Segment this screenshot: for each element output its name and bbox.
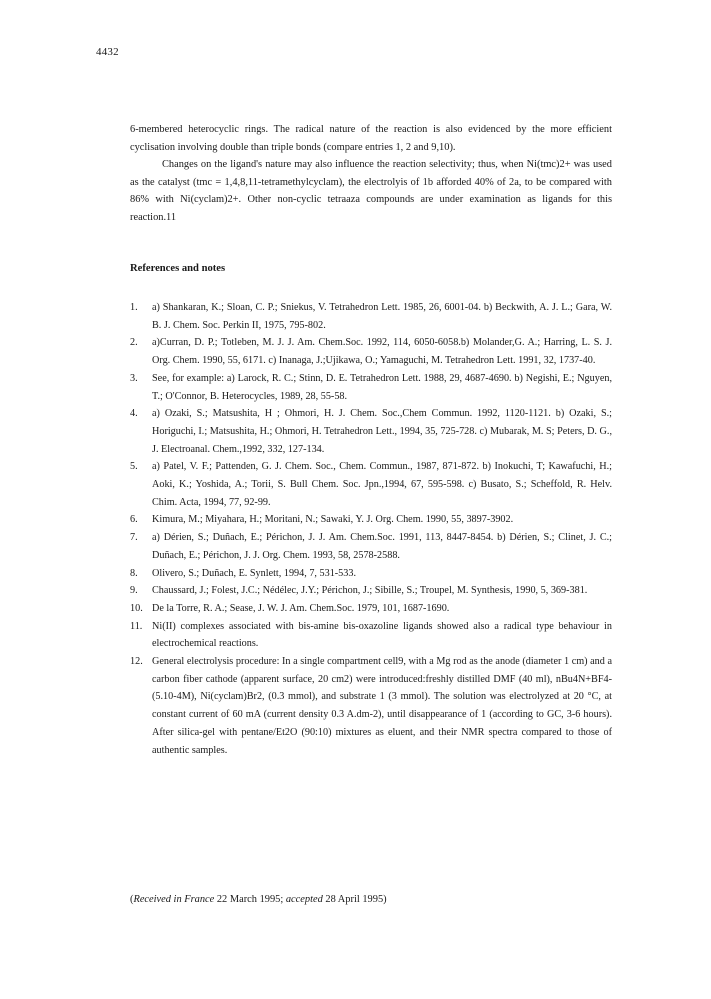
reference-number: 4. (130, 408, 138, 420)
reference-number: 11. (130, 620, 143, 632)
reference-text: a) Patel, V. F.; Pattenden, G. J. Chem. Soc., Chem. Commun., 1987, 871-872. b) Inokuchi, T; Kawafuchi, H.; Aoki, K.; Yoshida, A.; Torii, S. Bull Chem. Soc. Jpn.,1994, 67, 595-598. c) Busato, S.; Scheffold, R. Helv. Chim. Acta, 1994, 77, 92-99. (152, 461, 612, 508)
received-label: Received in France (133, 894, 215, 905)
reference-text: General electrolysis procedure: In a single compartment cell9, with a Mg rod as the anode (diameter 1 cm) and a carbon fiber cathode (apparent surface, 20 cm2) were introduced:freshly distilled DMF (40 ml), nBu4N+BF4- (5.10-4M), Ni(cyclam)Br2, (0.3 mmol), and substrate 1 (3 mmol). The solution was electrolyzed at 20 °C, at constant current of 60 mA (current density 0.3 A.dm-2), until disappearance of 1 (according to GC, 3-6 hours). After silica-gel with pentane/Et2O (90:10) mixtures as eluent, and their NMR spectra compared to those of authentic samples. (152, 656, 612, 756)
reference-text: See, for example: a) Larock, R. C.; Stinn, D. E. Tetrahedron Lett. 1988, 29, 4687-4690. b) Negishi, E.; Nguyen, T.; O'Connor, B. Heterocycles, 1989, 28, 55-58. (152, 372, 612, 402)
reference-number: 7. (130, 532, 138, 544)
reference-text: Ni(II) complexes associated with bis-amine bis-oxazoline ligands showed also a radical type behaviour in electrochemical reactions. (152, 620, 612, 650)
reference-number: 10. (130, 602, 143, 614)
paragraph-ligand-selectivity: Changes on the ligand's nature may also influence the reaction selectivity; thus, when Ni(tmc)2+ was used as the catalyst (tmc = 1,4,8,11-tetramethylcyclam), the electrolyis of 1b afforded 40% of 2a, to be compared with 86% with Ni(cyclam)2+. Other non-cyclic tetraaza compounds are under examination as ligands for this reaction.11 (130, 159, 612, 223)
reference-item (130, 458, 612, 511)
reference-text: a)Curran, D. P.; Totleben, M. J. J. Am. Chem.Soc. 1992, 114, 6050-6058.b) Molander,G. A.; Harring, L. S. J. Org. Chem. 1990, 55, 6171. c) Inanaga, J.;Ujikawa, O.; Yamaguchi, M. Tetrahedron Lett. 1991, 32, 1737-40. (152, 337, 612, 367)
reference-item (130, 565, 612, 583)
accepted-year: 1995) (362, 894, 387, 905)
reference-text: Kimura, M.; Miyahara, H.; Moritani, N.; Sawaki, Y. J. Org. Chem. 1990, 55, 3897-3902. (152, 514, 514, 526)
reference-item (130, 582, 612, 600)
reference-item (130, 299, 612, 334)
reference-item (130, 405, 612, 458)
reference-item (130, 370, 612, 405)
reference-text: a) Ozaki, S.; Matsushita, H ; Ohmori, H. J. Chem. Soc.,Chem Commun. 1992, 1120-1121. b) Ozaki, S.; Horiguchi, I.; Matsushita, H.; Ohmori, H. Tetrahedron Lett., 1994, 35, 725-728. c) Mubarak, M. S; Peters, D. G., J. Electroanal. Chem.,1992, 332, 127-134. (152, 408, 612, 455)
accepted-label: accepted (285, 894, 323, 905)
paragraph-continuation: 6-membered heterocyclic rings. The radical nature of the reaction is also evidenced by the more efficient cyclisation involving double than triple bonds (compare entries 1, 2 and 9,10). (130, 124, 612, 153)
references-heading: References and notes (130, 263, 226, 274)
received-line (130, 894, 387, 905)
reference-item (130, 653, 612, 759)
accepted-date: 28 April (325, 894, 360, 905)
reference-text: Olivero, S.; Duñach, E. Synlett, 1994, 7, 531-533. (152, 567, 357, 579)
reference-text: Chaussard, J.; Folest, J.C.; Nédélec, J.Y.; Périchon, J.; Sibille, S.; Troupel, M. Synthesis, 1990, 5, 369-381. (152, 585, 588, 597)
page-number: 4432 (96, 46, 119, 58)
reference-text: a) Shankaran, K.; Sloan, C. P.; Sniekus, V. Tetrahedron Lett. 1985, 26, 6001-04. b) Beckwith, A. J. L.; Gara, W. B. J. Chem. Soc. Perkin II, 1975, 795-802. (152, 302, 612, 331)
reference-number: 3. (130, 372, 138, 384)
reference-item (130, 618, 612, 653)
received-year: 1995; (259, 894, 284, 905)
reference-number: 1. (130, 302, 138, 313)
reference-number: 2. (130, 337, 138, 349)
reference-number: 5. (130, 461, 138, 473)
reference-number: 12. (130, 656, 143, 668)
reference-item (130, 600, 612, 618)
reference-text: a) Dérien, S.; Duñach, E.; Périchon, J. J. Am. Chem.Soc. 1991, 113, 8447-8454. b) Dérien, S.; Clinet, J. C.; Duñach, E.; Périchon, J. J. Org. Chem. 1993, 58, 2578-2588. (152, 532, 612, 561)
reference-text: De la Torre, R. A.; Sease, J. W. J. Am. Chem.Soc. 1979, 101, 1687-1690. (152, 602, 450, 614)
reference-number: 9. (130, 585, 138, 597)
reference-item (130, 334, 612, 369)
reference-number: 6. (130, 514, 138, 526)
reference-item (130, 511, 612, 529)
references-list (130, 299, 612, 759)
body-text (130, 121, 612, 227)
reference-number: 8. (130, 567, 138, 579)
received-open-paren: ( (130, 894, 134, 905)
received-date: 22 March (216, 894, 257, 905)
reference-item (130, 529, 612, 564)
